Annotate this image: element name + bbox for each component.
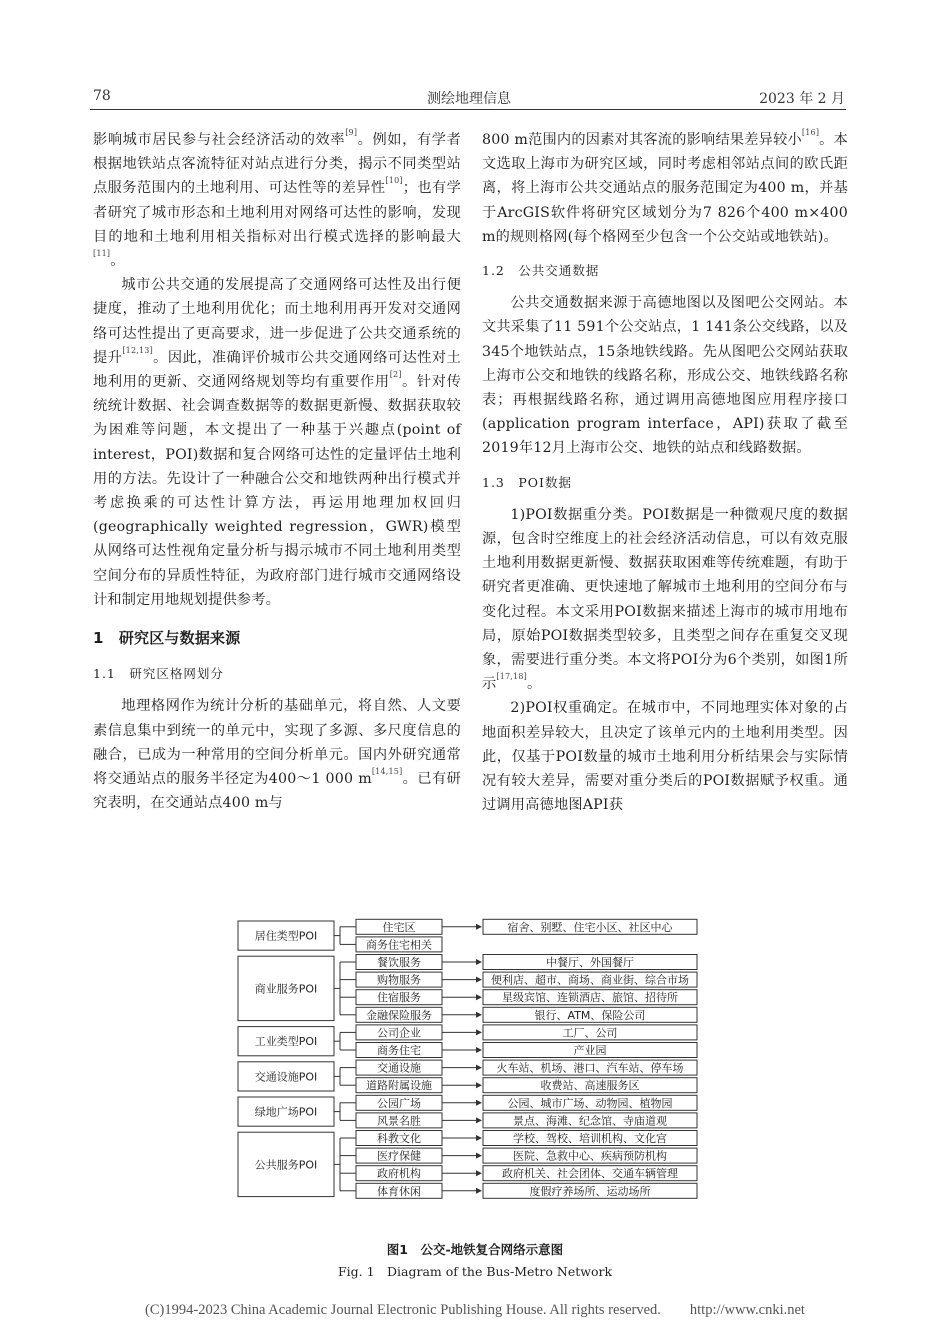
journal-name: 测绘地理信息 [427,91,511,107]
detail-label: 工厂、公司 [562,1026,618,1040]
arrow-head [476,924,482,930]
subcategory-label: 住宿服务 [377,991,421,1005]
arrow-head [476,959,482,965]
detail-label: 度假疗养场所、运动场所 [529,1184,651,1198]
arrow-head [476,1135,482,1141]
subcategory-label: 交通设施 [377,1061,421,1075]
copyright-footer: (C)1994-2023 China Academic Journal Electronic Publishing House. All rights reserved. http://www.cnki.net [145,1302,805,1318]
detail-label: 收费站、高速服务区 [540,1079,640,1093]
figure-caption-en: Fig. 1 Diagram of the Bus-Metro Network [337,1264,613,1279]
group-label: 交通设施POI [254,1070,318,1084]
header-rule [90,109,846,110]
detail-label: 宿舍、别墅、住宅小区、社区中心 [507,920,673,934]
group-label: 居住类型POI [254,929,318,943]
arrow-head [476,1153,482,1159]
subcategory-label: 道路附属设施 [366,1079,432,1093]
detail-label: 政府机关、社会团体、交通车辆管理 [502,1167,678,1181]
arrow-head [476,1170,482,1176]
arrow-head [476,1065,482,1071]
arrow-head [476,1012,482,1018]
subcategory-label: 商务住宅 [377,1044,421,1057]
subcategory-label: 住宅区 [382,920,416,934]
group-label: 公共服务POI [254,1158,318,1172]
left-paragraph-1: 影响城市居民参与社会经济活动的效率[9]。例如，有学者根据地铁站点客流特征对站点进行分类，揭示不同类型站点服务范围内的土地利用、可达性等的差异性[10]；也有学者研究了城市形态和土地利用对网络可达性的影响，发现目的地和土地利用相关指标对出行模式选择的影响最大[11]。 [93,128,462,270]
subcategory-label: 风景名胜 [377,1114,421,1128]
issue-date: 2023 年 2 月 [759,91,845,107]
page-header [93,88,845,110]
arrow-head [476,1100,482,1106]
arrow-head [476,994,482,1000]
detail-label: 星级宾馆、连锁酒店、旅馆、招待所 [502,991,678,1005]
subsection-heading-1-2: 1.2 公共交通数据 [482,263,600,279]
arrow-head [476,1188,482,1194]
subcategory-label: 政府机构 [377,1167,421,1181]
right-paragraph-3: 1)POI数据重分类。POI数据是一种微观尺度的数据源，包含时空维度上的社会经济活动信息，可以有效克服土地利用数据更新慢、数据获取困难等传统难题，有助于研究者更准确、更快速地了解城市土地利用的空间分布与变化过程。本文采用POI数据来描述上海市的城市用地布局，原始POI数据类型较多，且类型之间存在重复交叉现象，需要进行重分类。本文将POI分为6个类别，如图1所示[17,18]。 [482,506,848,693]
poi-classification-diagram [232,913,702,1233]
page-number: 78 [93,88,111,104]
detail-label: 银行、ATM、保险公司 [534,1008,646,1022]
figure-caption-cn: 图1 公交-地铁复合网络示意图 [386,1242,564,1257]
left-paragraph-2: 城市公共交通的发展提高了交通网络可达性及出行便捷度，推动了土地利用优化；而土地利用再开发对交通网络可达性提出了更高要求，进一步促进了公共交通系统的提升[12,13]。因此，准确评价城市公共交通网络可达性对土地利用的更新、交通网络规划等均有重要作用[2]。针对传统统计数据、社会调查数据等的数据更新慢、数据获取较为困难等问题，本文提出了一种基于兴趣点(point of interest，POI)数据和复合网络可达性的定量评估土地利用的方法。先设计了一种融合公交和地铁两种出行模式并考虑换乘的可达性计算方法，再运用地理加权回归(geographically weighted regression，GWR)模型从网络可达性视角定量分析与揭示城市不同土地利用类型空间分布的异质性特征，为政府部门进行城市交通网络设计和制定用地规划提供参考。 [93,277,461,608]
subcategory-label: 公园广场 [377,1096,421,1110]
group-label: 绿地广场POI [254,1105,318,1119]
group-label: 商业服务POI [254,982,318,996]
detail-label: 学校、驾校、培训机构、文化宫 [513,1132,667,1145]
arrow-head [476,1117,482,1123]
detail-label: 医院、急救中心、疾病预防机构 [513,1149,667,1163]
subcategory-label: 体育休闲 [377,1184,421,1198]
figure-1 [232,913,702,1233]
right-paragraph-4: 2)POI权重确定。在城市中，不同地理实体对象的占地面积差异较大，且决定了该单元内的土地利用类型。因此，仅基于POI数量的城市土地利用分析结果会与实际情况有较大差异，需要对重分类后的POI数据赋予权重。通过调用高德地图API获 [482,700,848,814]
arrow-head [476,1047,482,1053]
subcategory-label: 餐饮服务 [377,956,421,969]
subsection-heading-1-3: 1.3 POI数据 [482,474,572,490]
subcategory-label: 金融保险服务 [366,1008,432,1022]
subcategory-label: 科教文化 [377,1132,421,1145]
subcategory-label: 购物服务 [377,973,421,987]
group-label: 工业类型POI [254,1035,318,1049]
left-paragraph-3: 地理格网作为统计分析的基础单元，将自然、人文要素信息集中到统一的单元中，实现了多源、多尺度信息的融合，已成为一种常用的空间分析单元。国内外研究通常将交通站点的服务半径定为400～1 000 m[14,15]。已有研究表明，在交通站点400 m与 [93,698,461,812]
right-paragraph-1: 800 m范围内的因素对其客流的影响结果差异较小[16]。本文选取上海市为研究区域，同时考虑相邻站点间的欧氏距离，将上海市公共交通站点的服务范围定为400 m，并基于ArcGIS软件将研究区域划分为7 826个400 m×400 m的规则格网(每个格网至少包含一个公交站或地铁站)。 [482,128,848,245]
arrow-head [476,977,482,983]
detail-label: 产业园 [573,1044,607,1057]
right-paragraph-2: 公共交通数据来源于高德地图以及图吧公交网站。本文共采集了11 591个公交站点，1 141条公交线路，以及345个地铁站点，15条地铁线路。先从图吧公交网站获取上海市公交和地铁的线路名称，形成公交、地铁线路名称表；再根据线路名称，通过调用高德地图应用程序接口(application program interface，API)获取了截至2019年12月上海市公交、地铁的站点和线路数据。 [482,295,848,457]
detail-label: 中餐厅、外国餐厅 [546,956,634,969]
left-column [93,128,461,815]
section-heading-1: 1 研究区与数据来源 [93,629,241,648]
subcategory-label: 医疗保健 [377,1149,421,1163]
subcategory-label: 商务住宅相关 [366,938,432,952]
arrow-head [476,1082,482,1088]
detail-label: 火车站、机场、港口、汽车站、停车场 [496,1061,684,1075]
subsection-heading-1-1: 1.1 研究区格网划分 [93,666,224,682]
subcategory-label: 公司企业 [377,1026,421,1040]
detail-label: 公园、城市广场、动物园、植物园 [507,1096,673,1110]
detail-label: 景点、海滩、纪念馆、寺庙道观 [513,1114,667,1128]
detail-label: 便利店、超市、商场、商业街、综合市场 [491,973,689,987]
right-column [482,128,848,817]
arrow-head [476,1029,482,1035]
